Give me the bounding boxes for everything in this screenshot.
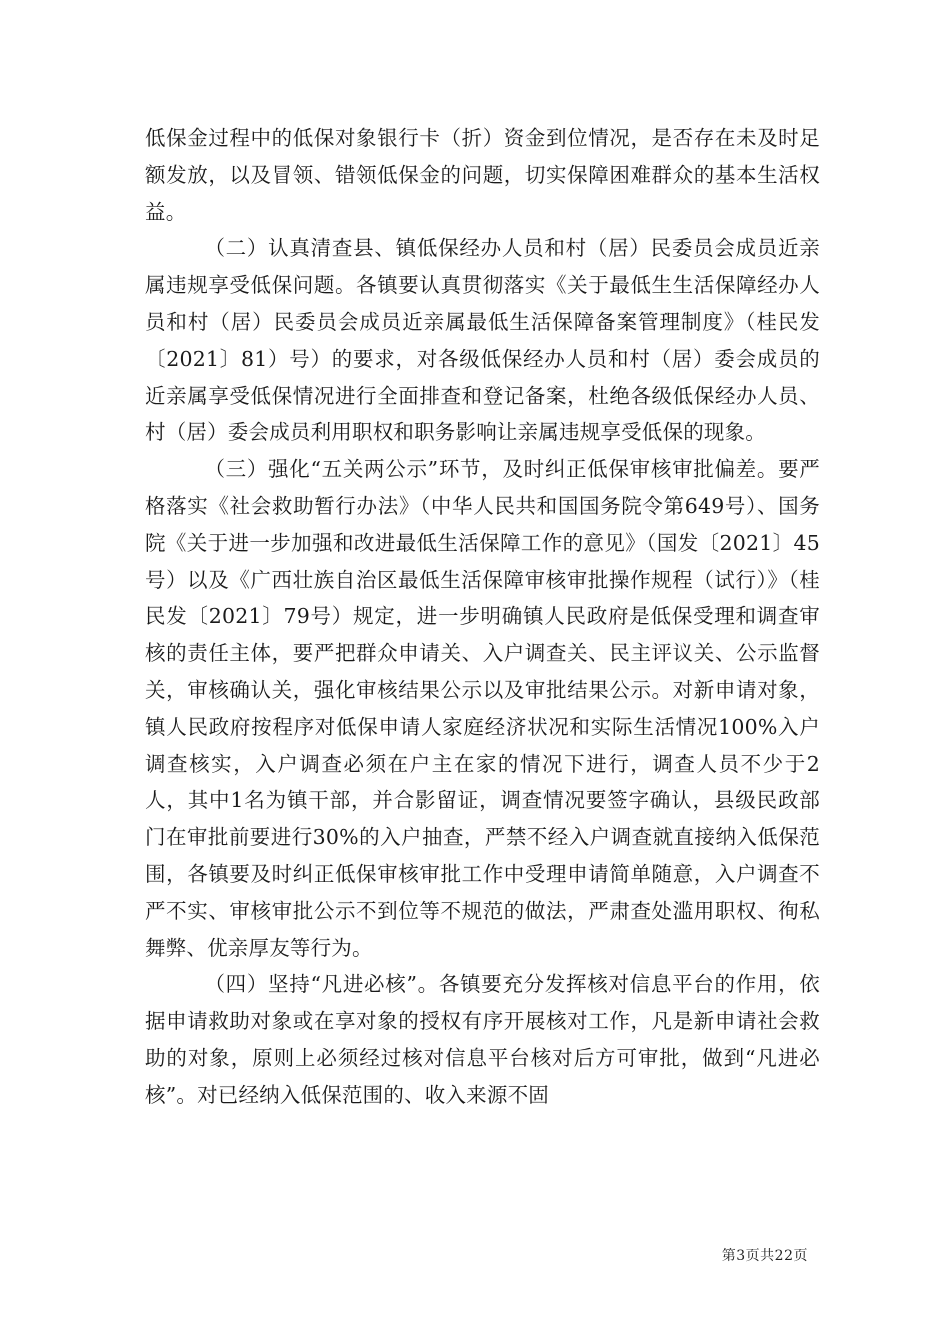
paragraph-2: （二）认真清查县、镇低保经办人员和村（居）民委员会成员近亲属违规享受低保问题。各镇要认真贯彻落实《关于最低生生活保障经办人员和村（居）民委员会成员近亲属最低生活保障备案管理制度》（桂民发〔2021〕81）号）的要求，对各级低保经办人员和村（居）委会成员的近亲属享受低保情况进行全面排查和登记备案，杜绝各级低保经办人员、村（居）委会成员利用职权和职务影响让亲属违规享受低保的现象。 [145, 236, 820, 445]
page-number: 第3页共22页 [721, 1248, 808, 1264]
paragraph-1: 低保金过程中的低保对象银行卡（折）资金到位情况，是否存在未及时足额发放，以及冒领、错领低保金的问题，切实保障困难群众的基本生活权益。 [145, 126, 820, 224]
paragraph-3: （三）强化“五关两公示”环节，及时纠正低保审核审批偏差。要严格落实《社会救助暂行办法》（中华人民共和国国务院令第649号）、国务院《关于进一步加强和改进最低生活保障工作的意见》（国发〔2021〕45号）以及《广西壮族自治区最低生活保障审核审批操作规程（试行）》（桂民发〔2021〕79号）规定，进一步明确镇人民政府是低保受理和调查审核的责任主体，要严把群众申请关、入户调查关、民主评议关、公示监督关，审核确认关，强化审核结果公示以及审批结果公示。对新申请对象，镇人民政府按程序对低保申请人家庭经济状况和实际生活情况100%入户调查核实，入户调查必须在户主在家的情况下进行，调查人员不少于2人，其中1名为镇干部，并合影留证，调查情况要签字确认，县级民政部门在审批前要进行30%的入户抽查，严禁不经入户调查就直接纳入低保范围，各镇要及时纠正低保审核审批工作中受理申请简单随意，入户调查不严不实、审核审批公示不到位等不规范的做法，严肃查处滥用职权、徇私舞弊、优亲厚友等行为。 [145, 457, 820, 960]
document-body [145, 120, 820, 1114]
paragraph-4: （四）坚持“凡进必核”。各镇要充分发挥核对信息平台的作用，依据申请救助对象或在享对象的授权有序开展核对工作，凡是新申请社会救助的对象，原则上必须经过核对信息平台核对后方可审批，做到“凡进必核”。对已经纳入低保范围的、收入来源不固 [145, 972, 820, 1107]
